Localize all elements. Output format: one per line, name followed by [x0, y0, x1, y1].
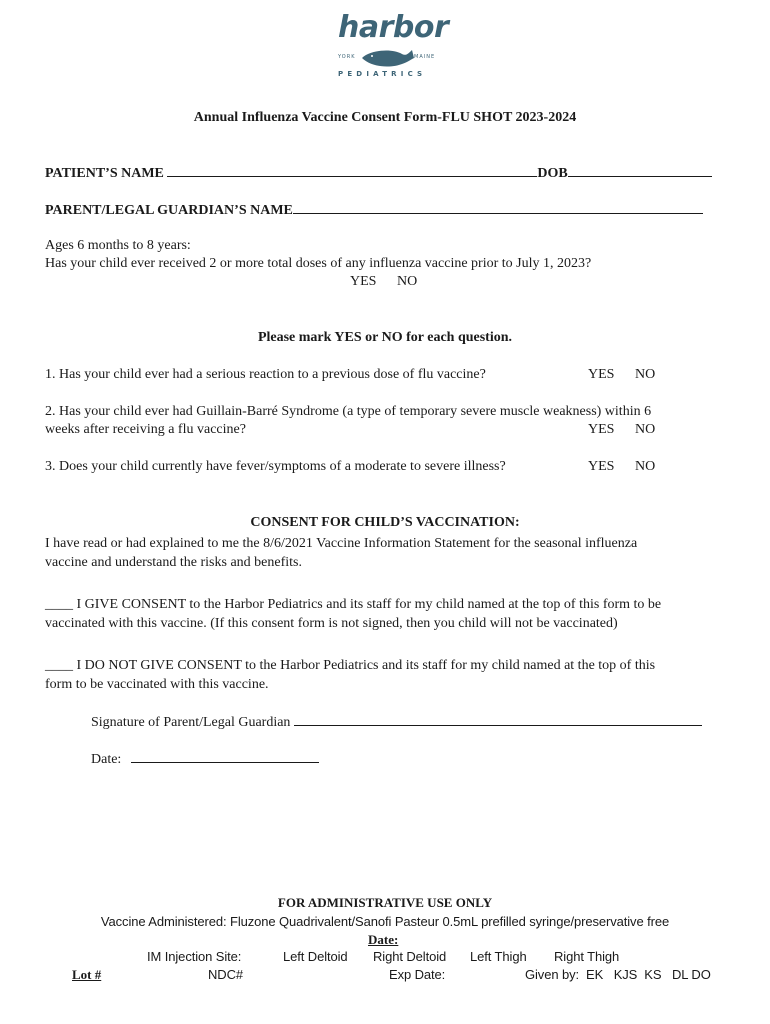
admin-given-by: Given by: EK KJS KS DL DO	[525, 967, 711, 982]
admin-left-deltoid[interactable]: Left Deltoid	[283, 949, 348, 964]
admin-vaccine: Vaccine Administered: Fluzone Quadrivalent/Sanofi Pasteur 0.5mL prefilled syringe/preservative free	[100, 914, 670, 929]
form-title: Annual Influenza Vaccine Consent Form-FLU SHOT 2023-2024	[193, 110, 577, 125]
patient-name-field[interactable]	[167, 164, 537, 177]
guardian-name-row	[45, 201, 703, 219]
guardian-name-field[interactable]	[293, 201, 703, 214]
patient-name-label: PATIENT’S NAME	[45, 166, 164, 181]
prior-no[interactable]: NO	[397, 274, 418, 289]
consent-heading: CONSENT FOR CHILD’S VACCINATION:	[250, 515, 520, 530]
admin-im-site: IM Injection Site:	[147, 949, 242, 964]
admin-right-thigh[interactable]: Right Thigh	[554, 949, 620, 964]
question-2-yes[interactable]: YES	[588, 422, 615, 437]
guardian-name-label: PARENT/LEGAL GUARDIAN’S NAME	[45, 203, 293, 218]
admin-heading: FOR ADMINISTRATIVE USE ONLY	[277, 895, 493, 910]
signature-label: Signature of Parent/Legal Guardian	[91, 715, 291, 730]
admin-ndc: NDC#	[208, 967, 243, 982]
question-1-no[interactable]: NO	[635, 367, 656, 382]
question-3-yes[interactable]: YES	[588, 459, 615, 474]
prior-yes[interactable]: YES	[350, 274, 377, 289]
admin-lot: Lot #	[72, 967, 102, 982]
patient-name-row	[45, 164, 712, 182]
admin-right-deltoid[interactable]: Right Deltoid	[373, 949, 447, 964]
question-2-no[interactable]: NO	[635, 422, 656, 437]
admin-exp-date: Exp Date:	[389, 967, 446, 982]
dob-field[interactable]	[568, 164, 712, 177]
prior-ages: Ages 6 months to 8 years:	[45, 238, 191, 253]
admin-date: Date:	[368, 932, 399, 947]
question-3-no[interactable]: NO	[635, 459, 656, 474]
logo-tag-right: MAINE	[414, 54, 436, 60]
vis-statement-1: I have read or had explained to me the 8/6/2021 Vaccine Information Statement for the seasonal influenza	[45, 536, 638, 551]
date-field[interactable]	[131, 750, 319, 763]
not-give-consent-1[interactable]: ____ I DO NOT GIVE CONSENT to the Harbor Pediatrics and its staff for my child named at the top of this	[45, 658, 656, 673]
date-row	[91, 750, 319, 768]
instructions: Please mark YES or NO for each question.	[257, 330, 513, 345]
question-1: 1. Has your child ever had a serious reaction to a previous dose of flu vaccine?	[45, 367, 486, 382]
admin-left-thigh[interactable]: Left Thigh	[470, 949, 527, 964]
give-consent-1[interactable]: ____ I GIVE CONSENT to the Harbor Pediatrics and its staff for my child named at the top of this form to be	[45, 597, 662, 612]
logo-brand: harbor	[338, 10, 449, 45]
dob-label: DOB	[537, 166, 568, 181]
question-2-cont: weeks after receiving a flu vaccine?	[45, 422, 246, 437]
question-3: 3. Does your child currently have fever/symptoms of a moderate to severe illness?	[45, 459, 506, 474]
question-2: 2. Has your child ever had Guillain-Barré Syndrome (a type of temporary severe muscle weakness) within 6	[45, 404, 652, 419]
signature-field[interactable]	[294, 713, 702, 726]
question-1-yes[interactable]: YES	[588, 367, 615, 382]
logo-subtitle: PEDIATRICS	[338, 70, 427, 78]
date-label: Date:	[91, 752, 122, 767]
harbor-logo	[332, 10, 449, 82]
not-give-consent-2: form to be vaccinated with this vaccine.	[45, 677, 269, 692]
give-consent-2: vaccinated with this vaccine. (If this consent form is not signed, then you child will not be vaccinated)	[45, 616, 618, 631]
logo-tag-left: YORK	[338, 54, 356, 60]
vis-statement-2: vaccine and understand the risks and benefits.	[45, 555, 302, 570]
prior-question: Has your child ever received 2 or more total doses of any influenza vaccine prior to July 1, 2023?	[45, 256, 592, 271]
signature-row	[91, 713, 702, 731]
